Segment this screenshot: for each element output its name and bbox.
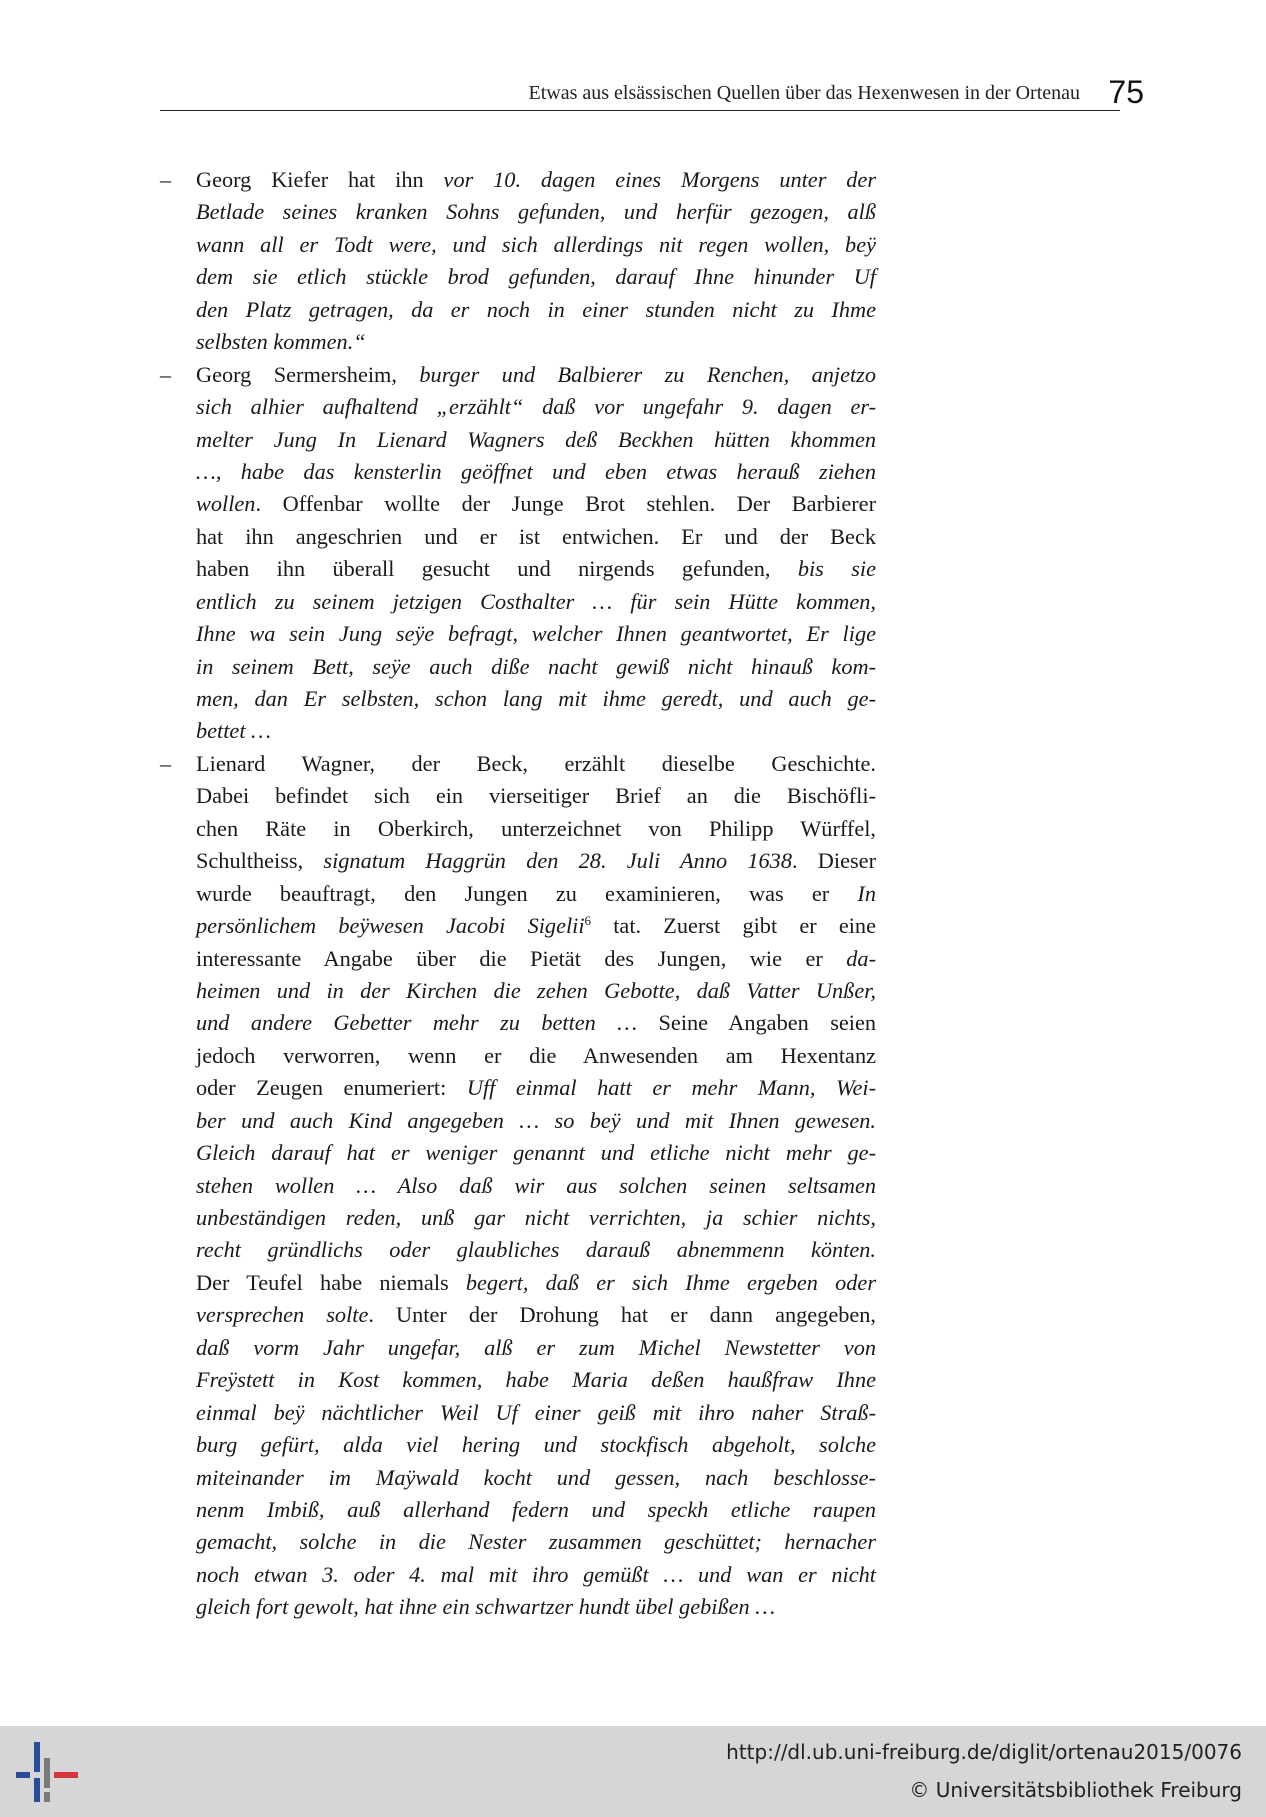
list-item (160, 359, 876, 748)
text-segment: ber und auch Kind angegeben … so beÿ und mit Ihnen gewesen. (196, 1107, 876, 1133)
text-segment: haben ihn überall gesucht und nirgends gefunden, (196, 556, 798, 582)
running-title: Etwas aus elsässischen Quellen über das Hexenwesen in der Ortenau (528, 82, 1080, 104)
text-line (196, 261, 876, 293)
list-dash: – (160, 361, 172, 387)
text-line (196, 813, 876, 845)
text-line (196, 1007, 876, 1039)
page-number: 75 (1108, 74, 1144, 110)
running-header (160, 72, 1144, 112)
text-segment: wurde beauftragt, den Jungen zu examinieren, was er (196, 880, 858, 906)
text-segment: stehen wollen … Also daß wir aus solchen seinen seltsamen (196, 1172, 876, 1198)
text-segment: sich alhier aufhaltend „erzählt“ daß vor ungefahr 9. dagen er- (196, 394, 876, 420)
text-segment: hat ihn angeschrien und er ist entwichen. Er und der Beck (196, 523, 876, 549)
list-dash: – (160, 750, 172, 776)
text-segment: jedoch verworren, wenn er die Anwesenden am Hexentanz (196, 1042, 876, 1068)
text-segment: tat. Zuerst gibt er eine (591, 913, 876, 939)
text-line (196, 456, 876, 488)
text-line (196, 1591, 876, 1623)
text-line (196, 229, 876, 261)
text-segment: burger und Balbierer zu Renchen, anjetzo (419, 361, 877, 387)
text-line (196, 1526, 876, 1558)
text-line (196, 878, 876, 910)
text-segment: einmal beÿ nächtlicher Weil Uf einer geiß mit ihro naher Straß- (196, 1399, 876, 1425)
text-line (196, 651, 876, 683)
text-line (196, 1559, 876, 1591)
text-segment: Lienard Wagner, der Beck, erzählt dieselbe Geschichte. (196, 750, 876, 776)
text-segment: Der Teufel habe niemals (196, 1269, 466, 1295)
text-segment: gemacht, solche in die Nester zusammen geschüttet; hernacher (196, 1529, 876, 1555)
ub-freiburg-logo-icon[interactable] (16, 1740, 80, 1804)
text-segment: Schultheiss, (196, 848, 324, 874)
text-line (196, 683, 876, 715)
text-segment: men, dan Er selbsten, schon lang mit ihme geredt, und auch ge- (196, 686, 876, 711)
text-segment: begert, daß er sich Ihme ergeben oder (465, 1269, 876, 1295)
text-line (196, 780, 876, 812)
text-line (196, 391, 876, 423)
text-line (196, 975, 876, 1007)
text-segment: den Platz getragen, da er noch in einer stunden nicht zu Ihme (196, 296, 876, 322)
list-item (160, 748, 876, 1624)
text-line (196, 1299, 876, 1331)
text-segment: persönlichem beÿwesen Jacobi Sigelii (196, 913, 585, 939)
text-segment: und andere Gebetter mehr zu betten … (196, 1010, 659, 1036)
text-line (196, 1137, 876, 1169)
text-line (196, 910, 876, 942)
text-line (196, 326, 876, 358)
text-segment: signatum Haggrün den 28. Juli Anno 1638 (323, 848, 792, 874)
body-text (160, 164, 876, 1624)
text-line (196, 586, 876, 618)
text-line (196, 1105, 876, 1137)
text-segment: gleich fort gewolt, hat ihne ein schwartzer hundt übel gebißen … (196, 1594, 776, 1620)
footer-url-link[interactable]: http://dl.ub.uni-freiburg.de/diglit/ortenau2015/0076 (726, 1740, 1242, 1764)
text-segment: melter Jung In Lienard Wagners deß Beckhen hütten khommen (196, 426, 876, 452)
text-line (196, 294, 876, 326)
text-segment: chen Räte in Oberkirch, unterzeichnet von Philipp Würffel, (196, 815, 876, 841)
text-segment: daß vorm Jahr ungefar, alß er zum Michel Newstetter von (196, 1334, 876, 1360)
text-segment: noch etwan 3. oder 4. mal mit ihro gemüßt … und wan er nicht (196, 1561, 876, 1587)
text-line (196, 424, 876, 456)
text-line (196, 164, 876, 196)
text-segment: . Dieser (791, 848, 876, 874)
text-segment: versprechen solte (196, 1302, 369, 1328)
text-segment: recht gründlichs oder glaubliches darauß abnemmenn könten. (196, 1237, 876, 1263)
text-segment: bettet … (196, 718, 271, 744)
text-segment: selbsten kommen.“ (196, 329, 366, 355)
text-segment: In (857, 880, 876, 906)
text-segment: Dabei befindet sich ein vierseitiger Brief an die Bischöfli- (196, 783, 876, 809)
text-segment: nenm Imbiß, auß allerhand federn und speckh etliche raupen (196, 1496, 876, 1522)
text-segment: . Offenbar wollte der Junge Brot stehlen. Der Barbierer (255, 491, 876, 517)
text-segment: oder Zeugen enumeriert: (196, 1075, 467, 1101)
text-line (196, 715, 876, 747)
text-line (196, 553, 876, 585)
text-segment: interessante Angabe über die Pietät des Jungen, wie er (196, 945, 847, 971)
text-line (196, 1234, 876, 1266)
text-line (196, 1267, 876, 1299)
text-line (196, 196, 876, 228)
list-dash: – (160, 167, 172, 192)
text-line (196, 943, 876, 975)
text-line (196, 1364, 876, 1396)
header-rule (160, 110, 1120, 111)
text-segment: vor 10. dagen eines Morgens unter der (443, 167, 876, 192)
text-line (196, 1202, 876, 1234)
text-segment: Uff einmal hatt er mehr Mann, Wei- (466, 1075, 876, 1101)
text-segment: in seinem Bett, seÿe auch diße nacht gewiß nicht hinauß kom- (196, 653, 876, 679)
text-segment: entlich zu seinem jetzigen Costhalter … für sein Hütte kommen, (196, 588, 876, 614)
text-segment: bis sie (797, 556, 876, 582)
text-segment: Georg Sermersheim, (196, 361, 420, 387)
text-line (196, 1462, 876, 1494)
text-segment: …, habe das kensterlin geöffnet und eben etwas herauß ziehen (196, 458, 876, 484)
text-line (196, 1170, 876, 1202)
footnote-marker: 6 (584, 913, 592, 929)
text-line (196, 359, 876, 391)
text-segment: . Unter der Drohung hat er dann angegeben, (368, 1302, 876, 1328)
text-segment: da- (846, 945, 876, 971)
text-line (196, 488, 876, 520)
text-line (196, 748, 876, 780)
text-line (196, 1332, 876, 1364)
text-segment: wann all er Todt were, und sich allerdings nit regen wollen, beÿ (196, 231, 876, 257)
text-segment: Georg Kiefer hat ihn (196, 167, 444, 192)
text-line (196, 1397, 876, 1429)
text-line (196, 845, 876, 877)
text-segment: wollen (196, 491, 256, 517)
text-segment: Gleich darauf hat er weniger genannt und etliche nicht mehr ge- (196, 1140, 876, 1166)
text-segment: dem sie etlich stückle brod gefunden, darauf Ihne hinunder Uf (196, 264, 876, 290)
footer-bar (0, 1726, 1266, 1817)
text-line (196, 1429, 876, 1461)
text-segment: burg gefürt, alda viel hering und stockfisch abgeholt, solche (196, 1432, 876, 1458)
text-segment: heimen und in der Kirchen die zehen Gebotte, daß Vatter Unßer, (196, 977, 876, 1003)
text-segment: Seine Angaben seien (658, 1010, 877, 1036)
text-line (196, 1494, 876, 1526)
list-item (160, 164, 876, 359)
text-segment: unbeständigen reden, unß gar nicht verrichten, ja schier nichts, (196, 1205, 876, 1230)
text-line (196, 618, 876, 650)
text-segment: Betlade seines kranken Sohns gefunden, und herfür gezogen, alß (196, 199, 876, 225)
text-segment: Ihne wa sein Jung seÿe befragt, welcher Ihnen geantwortet, Er lige (196, 621, 876, 647)
text-line (196, 1040, 876, 1072)
footer-copyright: © Universitätsbibliothek Freiburg (909, 1778, 1242, 1802)
text-segment: miteinander im Maÿwald kocht und gessen, nach beschlosse- (196, 1464, 876, 1490)
text-line (196, 521, 876, 553)
text-line (196, 1072, 876, 1104)
text-segment: Freÿstett in Kost kommen, habe Maria deßen haußfraw Ihne (196, 1367, 876, 1393)
